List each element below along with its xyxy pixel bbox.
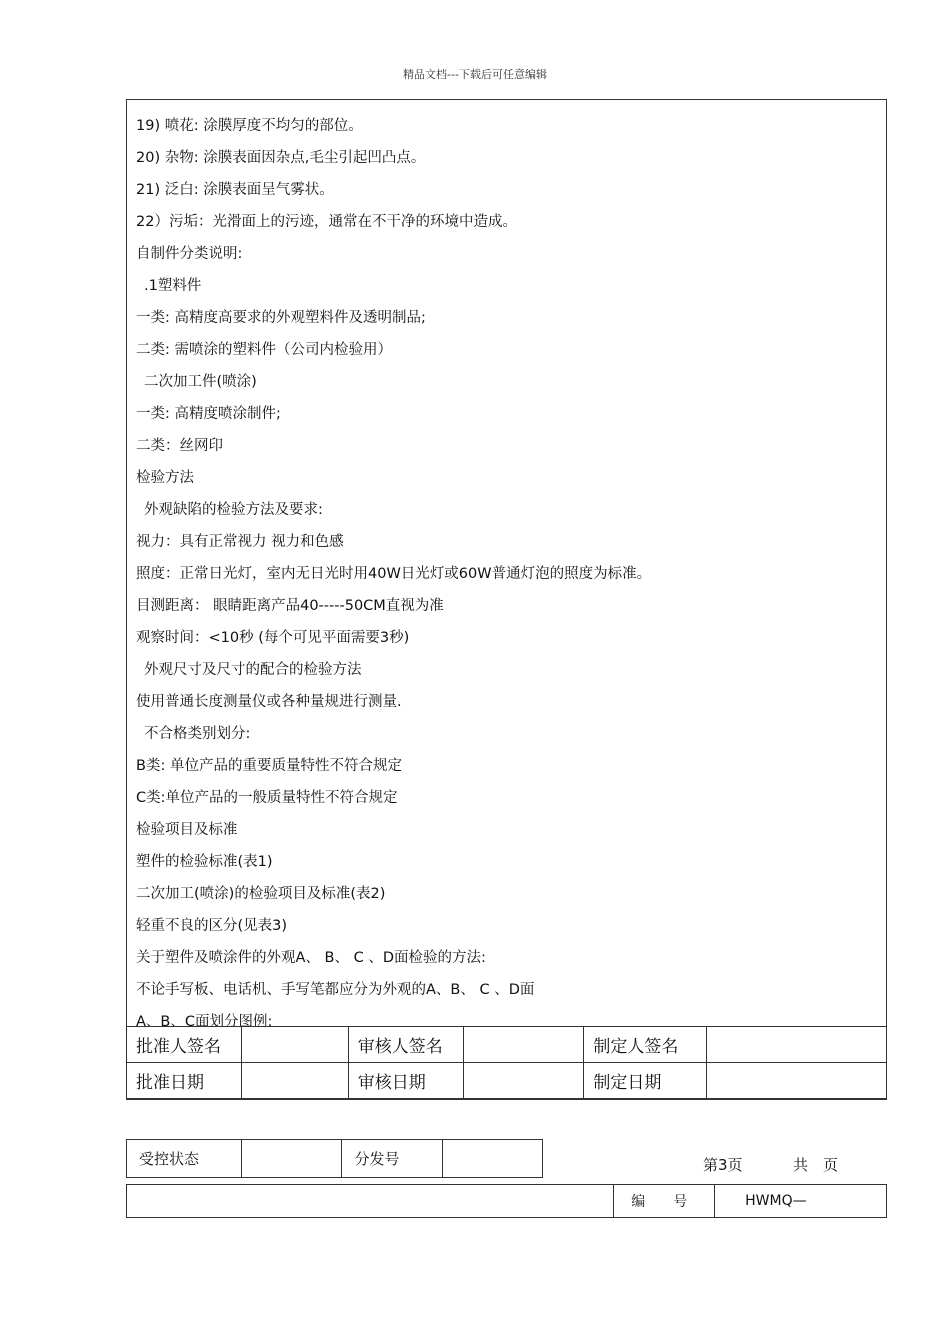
content-line: 二类: 需喷涂的塑料件（公司内检验用）: [136, 342, 392, 358]
code-label: 编 号: [614, 1185, 715, 1218]
content-line: 外观缺陷的检验方法及要求:: [144, 502, 323, 518]
control-status-label: 受控状态: [127, 1140, 242, 1178]
content-line: 照度：正常日光灯，室内无日光时用40W日光灯或60W普通灯泡的照度为标准。: [136, 566, 652, 582]
signature-table: [126, 1026, 887, 1099]
distribution-no-label: 分发号: [342, 1140, 443, 1178]
content-line: 不合格类别划分:: [144, 726, 251, 742]
content-line: 22）污垢：光滑面上的污迹，通常在不干净的环境中造成。: [136, 214, 517, 230]
author-signature-field[interactable]: [707, 1027, 887, 1063]
content-line: 二类：丝网印: [136, 438, 223, 454]
content-line: 外观尺寸及尺寸的配合的检验方法: [144, 662, 362, 678]
content-line: 检验方法: [136, 470, 194, 486]
review-date-label: 审核日期: [348, 1063, 463, 1099]
content-line: 轻重不良的区分(见表3): [136, 918, 288, 934]
content-line: 一类: 高精度高要求的外观塑料件及透明制品;: [136, 310, 426, 326]
author-label: 制定人签名: [584, 1027, 707, 1063]
content-line: 检验项目及标准: [136, 822, 238, 838]
content-line: 21) 泛白: 涂膜表面呈气雾状。: [136, 182, 334, 198]
header-note: 精品文档---下载后可任意编辑: [403, 68, 547, 81]
content-line: 自制件分类说明:: [136, 246, 243, 262]
content-line: .1塑料件: [144, 278, 202, 294]
document-body: [126, 99, 887, 1100]
reviewer-signature-field[interactable]: [463, 1027, 584, 1063]
content-line: 观察时间：<10秒 (每个可见平面需要3秒): [136, 630, 410, 646]
content-line: 塑件的检验标准(表1): [136, 854, 273, 870]
content-area: [136, 110, 876, 1038]
content-line: 二次加工(喷涂)的检验项目及标准(表2): [136, 886, 386, 902]
document-number-table: [126, 1184, 887, 1218]
content-line: B类: 单位产品的重要质量特性不符合规定: [136, 758, 402, 774]
approve-date-label: 批准日期: [127, 1063, 242, 1099]
number-blank-cell: [127, 1185, 614, 1218]
content-line: 关于塑件及喷涂件的外观A、 B、 C 、D面检验的方法:: [136, 950, 486, 966]
control-status-table: [126, 1139, 543, 1178]
content-line: C类:单位产品的一般质量特性不符合规定: [136, 790, 398, 806]
approver-label: 批准人签名: [127, 1027, 242, 1063]
review-date-field[interactable]: [463, 1063, 584, 1099]
content-line: A、B、C面划分图例:: [136, 1014, 273, 1030]
content-line: 不论手写板、电话机、手写笔都应分为外观的A、B、 C 、D面: [136, 982, 535, 998]
approve-date-field[interactable]: [241, 1063, 348, 1099]
content-line: 19) 喷花: 涂膜厚度不均匀的部位。: [136, 118, 363, 134]
author-date-label: 制定日期: [584, 1063, 707, 1099]
approver-signature-field[interactable]: [241, 1027, 348, 1063]
content-line: 二次加工件(喷涂): [144, 374, 257, 390]
page-number: 第3页: [703, 1156, 743, 1174]
distribution-no-field[interactable]: [443, 1140, 543, 1178]
content-line: 使用普通长度测量仪或各种量规进行测量.: [136, 694, 402, 710]
content-line: 视力：具有正常视力 视力和色感: [136, 534, 344, 550]
author-date-field[interactable]: [707, 1063, 887, 1099]
control-status-field[interactable]: [241, 1140, 342, 1178]
content-line: 目测距离： 眼睛距离产品40-----50CM直视为准: [136, 598, 444, 614]
code-value: HWMQ—: [715, 1185, 887, 1218]
content-line: 一类: 高精度喷涂制件;: [136, 406, 281, 422]
content-line: 20) 杂物: 涂膜表面因杂点,毛尘引起凹凸点。: [136, 150, 426, 166]
page-total: 共 页: [793, 1156, 839, 1174]
reviewer-label: 审核人签名: [348, 1027, 463, 1063]
